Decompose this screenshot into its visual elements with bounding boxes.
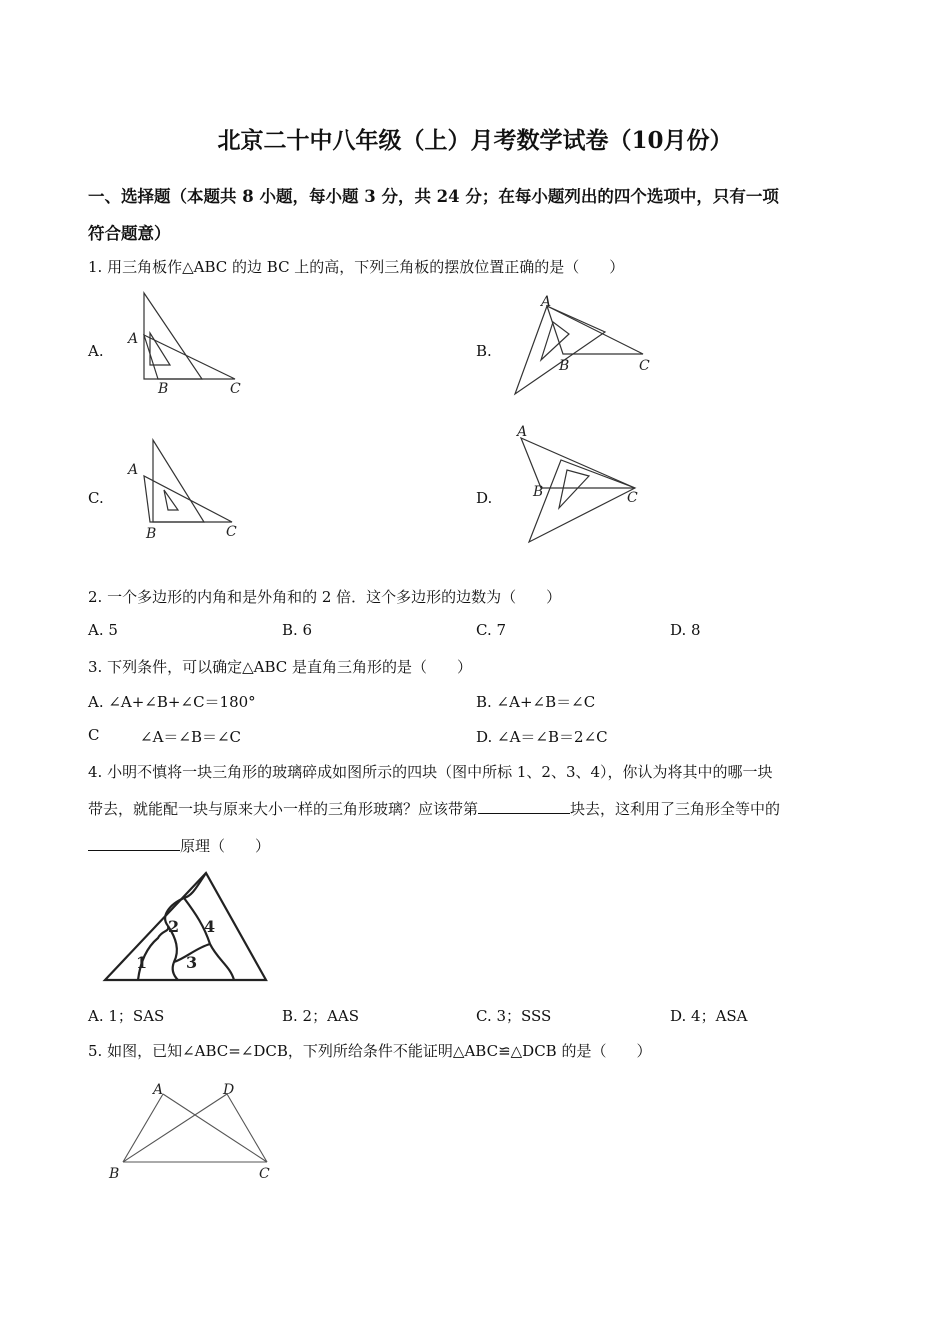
q4-piece-2: 2: [168, 917, 180, 936]
q1-option-d-label: D.: [476, 489, 493, 507]
q5-label-C: C: [259, 1166, 270, 1182]
question-5-text: 5. 如图，已知∠ABC=∠DCB，下列所给条件不能证明△ABC≌△DCB 的是（ ）: [88, 1042, 652, 1060]
q1-a-label-A: A: [128, 331, 139, 347]
question-1-text: 1. 用三角板作△ABC 的边 BC 上的高，下列三角板的摆放位置正确的是（ ）: [88, 258, 625, 276]
q1-d-label-B: B: [533, 484, 544, 500]
q1-a-label-C: C: [230, 381, 241, 397]
q4-line3: 原理（ ）: [180, 837, 271, 855]
q1-option-b-label: B.: [476, 342, 492, 360]
q1-figure-a: [120, 285, 260, 400]
q5-label-A: A: [153, 1082, 164, 1098]
q2-option-d: D. 8: [670, 621, 701, 639]
q1-b-label-A: A: [541, 294, 552, 310]
question-4-text: 4. 小明不慎将一块三角形的玻璃碎成如图所示的四块（图中所标 1、2、3、4），你认为将其中的哪一块: [88, 763, 773, 781]
q1-option-a-label: A.: [88, 342, 104, 360]
q4-piece-4: 4: [204, 917, 216, 936]
q5-label-B: B: [109, 1166, 120, 1182]
q1-d-label-A: A: [517, 424, 528, 440]
q4-line2-start: 带去，就能配一块与原来大小一样的三角形玻璃？应该带第: [88, 800, 479, 818]
q2-option-a: A. 5: [88, 621, 118, 639]
q1-figure-d: [505, 420, 665, 550]
q4-option-d: D. 4；ASA: [670, 1007, 748, 1025]
answer-blank-2: [88, 836, 180, 851]
q4-piece-3: 3: [186, 953, 198, 972]
q1-c-label-C: C: [226, 524, 237, 540]
q3-option-b: B. ∠A+∠B＝∠C: [476, 693, 596, 711]
q4-piece-1: 1: [136, 953, 148, 972]
answer-blank-1: [478, 799, 570, 814]
question-4-text-line2: [88, 798, 780, 819]
q3-option-a: A. ∠A+∠B+∠C＝180°: [88, 693, 256, 711]
q1-b-label-C: C: [639, 358, 650, 374]
q3-option-c: ∠A＝∠B＝∠C: [140, 728, 242, 746]
question-2-text: 2. 一个多边形的内角和是外角和的 2 倍．这个多边形的边数为（ ）: [88, 588, 562, 606]
q4-option-a: A. 1；SAS: [88, 1007, 165, 1025]
q1-c-label-B: B: [146, 526, 157, 542]
q1-figure-b: [505, 290, 665, 405]
q2-option-c: C. 7: [476, 621, 507, 639]
q4-option-b: B. 2；AAS: [282, 1007, 360, 1025]
section-heading: 一、选择题（本题共 8 小题，每小题 3 分，共 24 分；在每小题列出的四个选项中，只有一项: [88, 187, 779, 206]
q5-label-D: D: [223, 1082, 235, 1098]
q1-figure-c: [120, 432, 260, 547]
q4-option-c: C. 3；SSS: [476, 1007, 552, 1025]
page-title: 北京二十中八年级（上）月考数学试卷（10月份）: [217, 127, 733, 154]
q2-option-b: B. 6: [282, 621, 313, 639]
question-4-text-line3: [88, 835, 270, 856]
q3-option-d: D. ∠A＝∠B＝2∠C: [476, 728, 608, 746]
q1-b-label-B: B: [559, 358, 570, 374]
q1-c-label-A: A: [128, 462, 139, 478]
q4-line2-end: 块去，这利用了三角形全等中的: [570, 800, 781, 818]
question-3-text: 3. 下列条件，可以确定△ABC 是直角三角形的是（ ）: [88, 658, 472, 676]
q4-glass-figure: [100, 868, 270, 986]
q1-option-c-label: C.: [88, 489, 104, 507]
q3-option-c-letter: C: [88, 726, 100, 744]
q1-d-label-C: C: [627, 490, 638, 506]
q1-a-label-B: B: [158, 381, 169, 397]
section-heading-cont: 符合题意）: [88, 224, 171, 243]
q5-figure: [105, 1078, 285, 1188]
